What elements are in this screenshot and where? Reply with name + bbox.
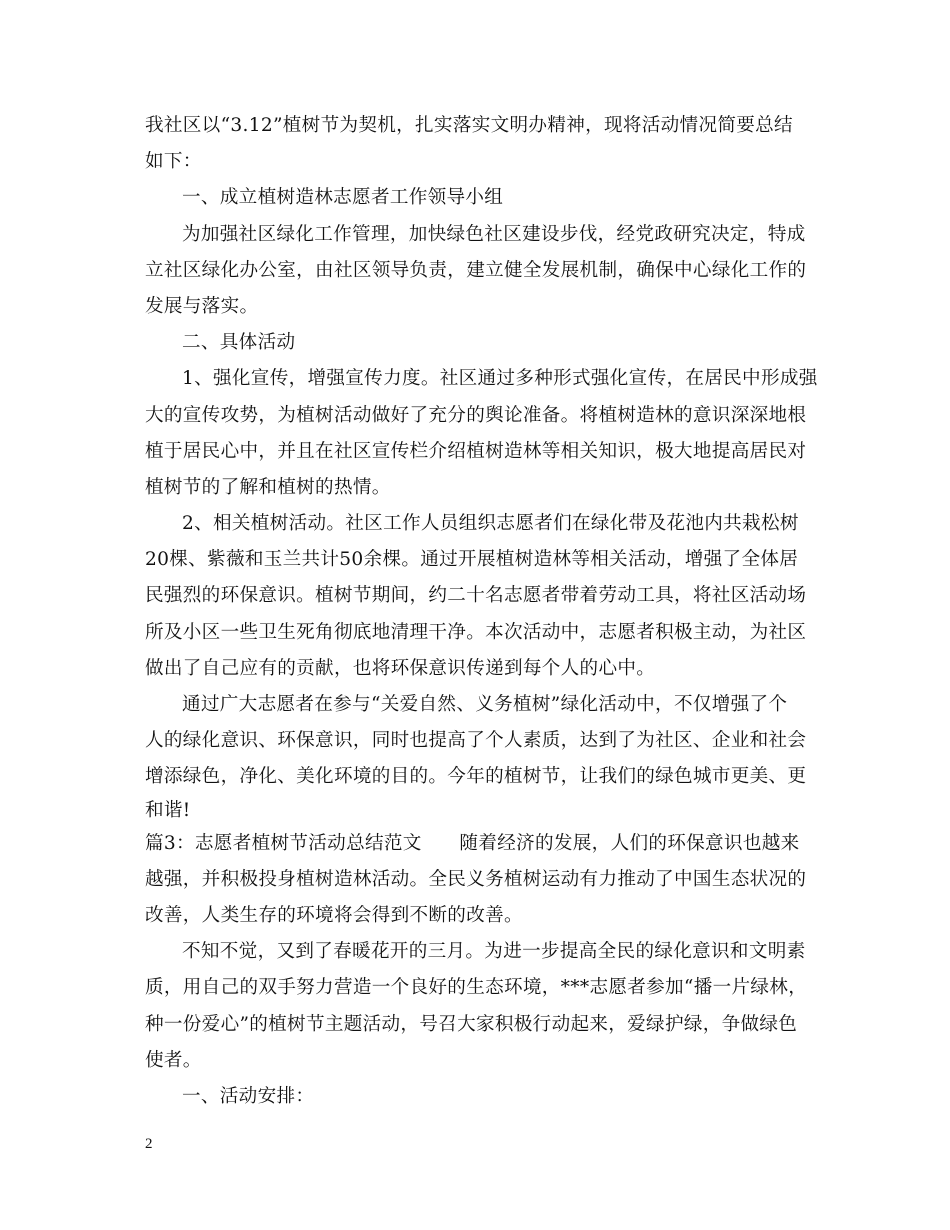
paragraph-line: 发展与落实。 [145, 295, 259, 317]
section-heading: 二、具体活动 [182, 332, 296, 354]
paragraph-line: 我社区以“3.12”植树节为契机，扎实落实文明办精神，现将活动情况简要总结 [145, 115, 793, 136]
paragraph-line: 民强烈的环保意识。植树节期间，约二十名志愿者带着劳动工具，将社区活动场 [145, 585, 807, 607]
paragraph-line: 做出了自己应有的贡献，也将环保意识传递到每个人的心中。 [145, 657, 656, 679]
paragraph-line: 所及小区一些卫生死角彻底地清理干净。本次活动中，志愿者积极主动，为社区 [145, 621, 807, 643]
paragraph-line: 越强，并积极投身植树造林活动。全民义务植树运动有力推动了中国生态状况的 [145, 868, 807, 890]
section-heading: 一、活动安排： [182, 1085, 315, 1107]
paragraph-line: 和谐! [145, 799, 191, 821]
paragraph-line: 通过广大志愿者在参与“关爱自然、义务植树”绿化活动中，不仅增强了个 [182, 694, 788, 715]
paragraph-line: 植于居民心中，并且在社区宣传栏介绍植树造林等相关知识，极大地提高居民对 [145, 440, 807, 462]
paragraph-line: 1、强化宣传，增强宣传力度。社区通过多种形式强化宣传，在居民中形成强 [182, 368, 818, 390]
paragraph-line: 植树节的了解和植树的热情。 [145, 476, 391, 498]
paragraph-line: 大的宣传攻势，为植树活动做好了充分的舆论准备。将植树造林的意识深深地根 [145, 404, 807, 426]
paragraph-line: 2、相关植树活动。社区工作人员组织志愿者们在绿化带及花池内共栽松树 [182, 513, 799, 535]
paragraph-line: 使者。 [145, 1049, 202, 1071]
paragraph-line: 增添绿色，净化、美化环境的目的。今年的植树节，让我们的绿色城市更美、更 [145, 766, 807, 788]
paragraph-line: 为加强社区绿化工作管理，加快绿色社区建设步伐，经党政研究决定，特成 [182, 223, 806, 245]
paragraph-line: 质，用自己的双手努力营造一个良好的生态环境，***志愿者参加“播一片绿林， [145, 977, 808, 999]
paragraph-line: 不知不觉，又到了春暖花开的三月。为进一步提高全民的绿化意识和文明素 [182, 941, 806, 963]
page-number: 2 [145, 1136, 153, 1152]
paragraph-line: 如下： [145, 151, 202, 173]
paragraph-line: 改善，人类生存的环境将会得到不断的改善。 [145, 904, 523, 926]
paragraph-line: 立社区绿化办公室，由社区领导负责，建立健全发展机制，确保中心绿化工作的 [145, 259, 807, 281]
document-body [145, 108, 835, 1115]
paragraph-line: 种一份爱心”的植树节主题活动，号召大家积极行动起来，爱绿护绿，争做绿色 [145, 1013, 798, 1035]
article-title-line: 篇3：志愿者植树节活动总结范文 随着经济的发展，人们的环保意识也越来 [145, 832, 800, 854]
paragraph-line: 20棵、紫薇和玉兰共计50余棵。通过开展植树造林等相关活动，增强了全体居 [145, 549, 799, 571]
section-heading: 一、成立植树造林志愿者工作领导小组 [182, 187, 504, 209]
paragraph-line: 人的绿化意识、环保意识，同时也提高了个人素质，达到了为社区、企业和社会 [145, 730, 807, 752]
